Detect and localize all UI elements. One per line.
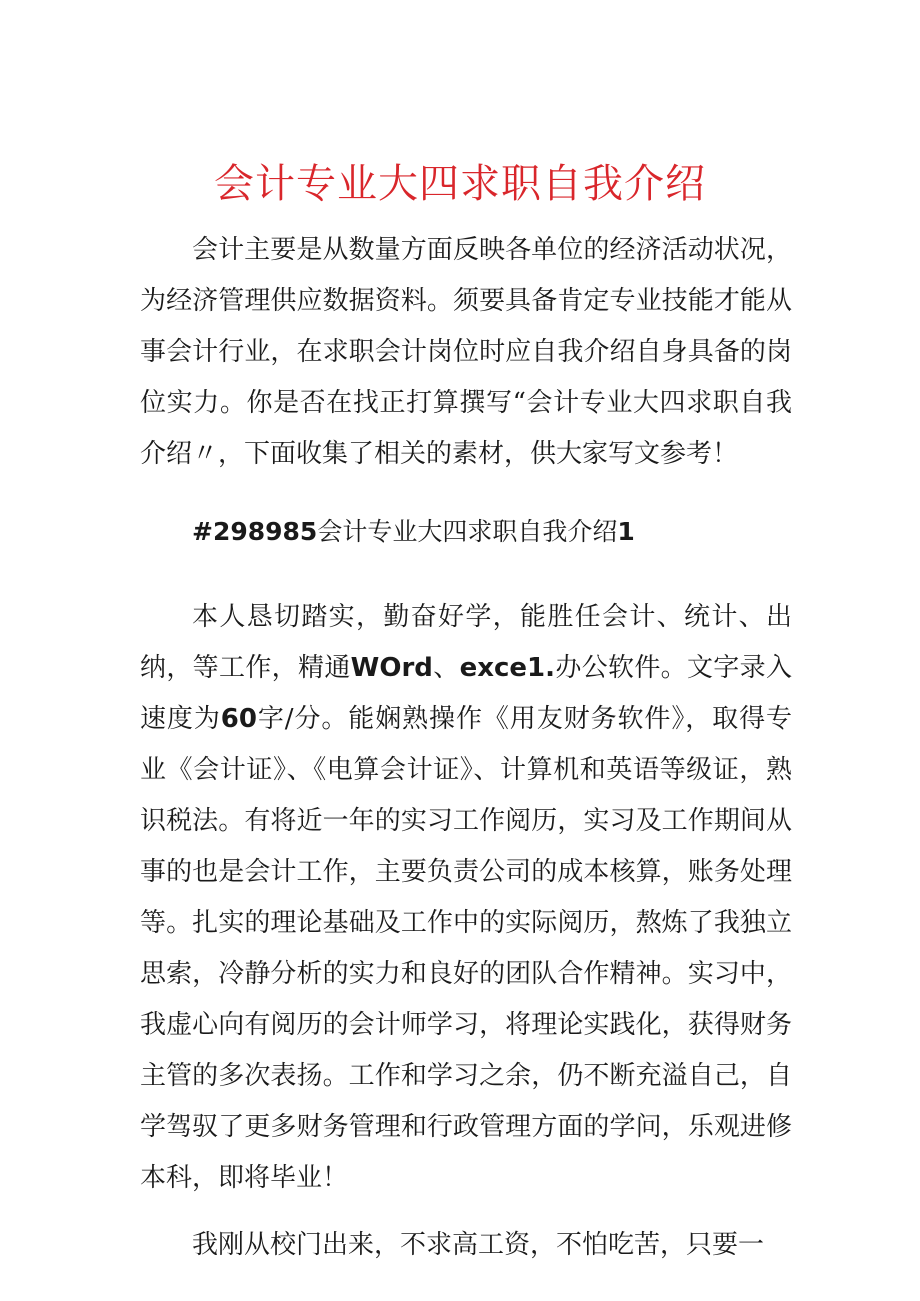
body-paragraph-1 <box>140 592 792 1204</box>
para1-text-c: 字/分。能娴熟操作《用友财务软件》，取得专业《会计证》、《电算会计证》、计算机和英语等级证，熟识税法。有将近一年的实习工作阅历，实习及工作期间从事的也是会计工作，主要负责公司的成本核算，账务处理等。扎实的理论基础及工作中的实际阅历，熬炼了我独立思索，冷静分析的实力和良好的团队合作精神。实习中，我虚心向有阅历的会计师学习，将理论实践化，获得财务主管的多次表扬。工作和学习之余，仍不断充溢自己，自学驾驭了更多财务管理和行政管理方面的学问，乐观进修本科，即将毕业！ <box>140 704 792 1193</box>
section-heading-text: 会计专业大四求职自我介绍 <box>317 517 618 546</box>
section-index: 1 <box>617 517 635 546</box>
document-body <box>140 225 792 1271</box>
document-title: 会计专业大四求职自我介绍 <box>214 161 706 207</box>
section-number: #298985 <box>192 517 318 546</box>
excel-software-name: exce1. <box>459 653 555 683</box>
word-software-name: WOrd <box>350 653 433 683</box>
section-heading <box>140 508 792 556</box>
para1-separator: 、 <box>432 653 460 683</box>
para1-text-b: 办公软件。文字录入速度为 <box>140 653 792 734</box>
para1-text-a: 本人恳切踏实，勤奋好学，能胜任会计、统计、出纳，等工作，精通 <box>140 602 792 683</box>
body-paragraph-2: 我刚从校门出来，不求高工资，不怕吃苦，只要一 <box>192 1230 765 1260</box>
spacer <box>140 480 792 496</box>
spacer <box>140 1204 792 1220</box>
intro-paragraph: 会计主要是从数量方面反映各单位的经济活动状况，为经济管理供应数据资料。须要具备肯定专业技能才能从事会计行业，在求职会计岗位时应自我介绍自身具备的岗位实力。你是否在找正打算撰写“会计专业大四求职自我介绍〃，下面收集了相关的素材，供大家写文参考！ <box>140 235 792 469</box>
typing-speed-value: 60 <box>220 704 257 734</box>
